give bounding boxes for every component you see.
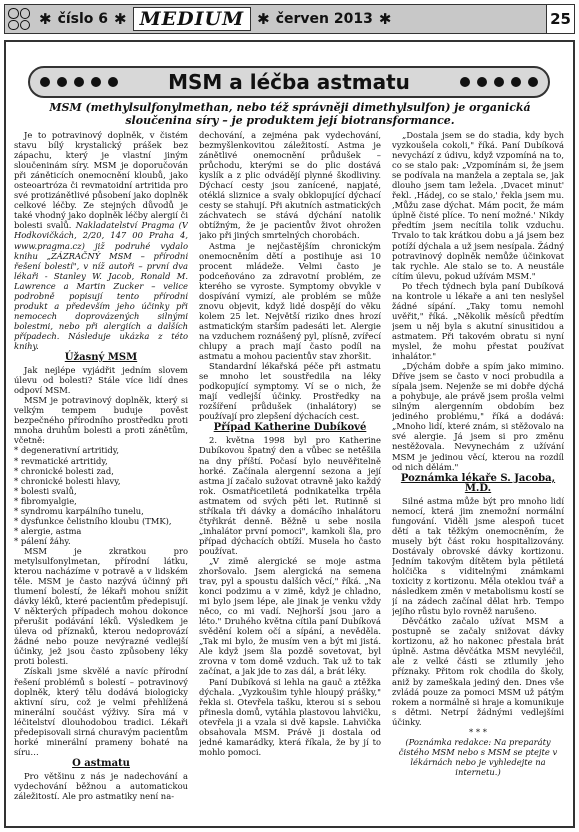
column-3 bbox=[392, 130, 564, 824]
list-item: * chronické bolesti zad, bbox=[14, 465, 114, 476]
paragraph: Silné astma může být pro mnoho lidí nemocí, která jim znemožní normální fungování. Viděli jsme alespoň tucet dětí a tak těžkým onemocněním, že musely být část roku hospitalizovány. Dostávaly obrovské dávky kortizonu. Jedním takovým dítětem byla pětiletá holčička s viditelnými známkami toxicity z kortizonu. Měla oteklou tvář a následkem změn v metabolismu kostí se jí na zádech začínal dělat hrb. Tempo jejího růstu bylo rovněž narušeno. bbox=[392, 495, 564, 617]
star-icon: ✱ bbox=[114, 10, 127, 28]
issue-date: červen 2013 bbox=[275, 11, 373, 27]
decorative-dots bbox=[460, 77, 538, 87]
list-item: * fibromyalgie, bbox=[14, 495, 77, 506]
list-item: * alergie, astma bbox=[14, 525, 82, 536]
paragraph: MSM je potravinový doplněk, který si velkým tempem buduje pověst bezpečného přírodního prostředku proti mnoha druhům bolesti a proti zánětům, včetně: bbox=[14, 395, 188, 446]
section-separator: * * * bbox=[469, 726, 487, 737]
paragraph: 2. května 1998 byl pro Katherine Dubíkovou špatný den a vůbec se netěšila na dny příští. Počasí bylo neuvěřitelně horké. Začínala alergenní sezona a její astma jí začalo sužovat otravně jako každý rok. Osmatřicetiletá podnikatelka trpěla astmatem od svých pěti let. Rutinně si stříkala tři dávky a domácího inhalátoru čtyřikrát denně. Běžně u sebe nosila „inhalátor první pomoci", kamkoli šla, pro případ dýchacích obtíží. Musela ho často používat. bbox=[199, 435, 381, 556]
paragraph: Pro většinu z nás je nadechování a vydechování běžnou a automatickou záležitostí. Ale pro astmatiky není na- bbox=[14, 770, 188, 802]
decorative-dots bbox=[40, 77, 118, 87]
paragraph: dechování, a zejména pak vydechování, bezmyšlenkovitou záležitostí. Astma je zánětlivé onemocnění průdušek – průchodu, kterými se do plic dostává kyslík a z plic odvádějí plynné škodliviny. Dýchací cesty jsou zanícené, napjaté, otéklá sliznice a svaly obklopující dýchací cesty se stahují. Při akutních astmatických záchvatech se stává dýchání natolik obtížným, že je pacientův život ohrožen jako při jiných smrtelných chorobách. bbox=[199, 130, 381, 241]
paragraph: Standardní lékařská péče při astmatu se mnoho let soustředila na léky podkopující symptomy. Ví se o nich, že mají vedlejší účinky. Prostředky na rozšíření průdušek (inhalátory) se používají pro zlepšení dýchacích cest. bbox=[199, 361, 381, 422]
paragraph: Astma je nejčastějším chronickým onemocněním dětí a postihuje asi 10 procent mládeže. Velmi často je podceňováno za zdravotní problém, ze kterého se vyroste. Symptomy obvykle v dospívání vymizí, ale problém se může znovu objevit, když lidé dospějí do věku kolem 25 let. Největší riziko dnes hrozí astmatickým starším padesáti let. Alergie na vzduchem roznášený pyl, plísně, zvířecí chlupy a prach mají často podíl na astmatu a mohou pacientův stav zhoršit. bbox=[199, 240, 381, 362]
article-title-banner bbox=[28, 66, 550, 98]
list-item: * bolesti svalů, bbox=[14, 485, 77, 496]
section-heading: Případ Katherine Dubíkové bbox=[213, 422, 367, 434]
column-2 bbox=[199, 130, 381, 824]
paragraph: Paní Dubíková si lehla na gauč a ztěžka dýchala. „Vyzkoušim tyhle hloupý prášky," řekla si. Otevřela tašku, kterou si s sebou přinesla domů, vytáhla plastovou lahvičku, otevřela ji a vzala si dvě kapsle. Lahvička obsahovala MSM. Právě ji dostala od jedné kamarádky, která říkala, že by jí to mohlo pomoci. bbox=[199, 676, 381, 757]
logo-icon bbox=[5, 5, 33, 33]
list-item: * chronické bolesti hlavy, bbox=[14, 475, 121, 486]
editor-note: (Poznámka redakce: Na preparáty čistého MSM nebo s MSM se ptejte v lékárnách nebo je vyhledejte na internetu.) bbox=[398, 736, 558, 777]
section-heading: Úžasný MSM bbox=[64, 352, 138, 364]
column-1 bbox=[14, 130, 188, 824]
star-icon: ✱ bbox=[378, 10, 392, 28]
star-icon: ✱ bbox=[39, 10, 52, 28]
page-number: 25 bbox=[546, 5, 574, 33]
list-item: * syndromu karpálního tunelu, bbox=[14, 505, 144, 516]
list-item: * pálení žáhy. bbox=[14, 535, 71, 546]
list-item: * degenerativní artritidy, bbox=[14, 445, 120, 456]
magazine-name: MEDIUM bbox=[133, 7, 251, 31]
paragraph: „Dostala jsem se do stadia, kdy bych vyzkoušela cokoli," říká. Paní Dubíková nevychází z údivu, když vzpomíná na to, co se stalo pak: „Vzpomínám si, že jsem se podívala na manžela a zeptala se, jak dlouho jsem tam ležela. ‚Dvacet minut' řekl. ‚Hádej, co se stalo,' řekla jsem mu. ‚Můžu zase dýchat. Mám pocit, že mám úplně čisté plíce. To není možné.' Nikdy předtím jsem necítila tolik vzduchu. Trvalo to tak krátkou dobu a já jsem bez potíží dýchala a už jsem nesípala. Žádný potravinový doplněk nemůže účinkovat tak rychle. Ale stalo se to. A neustále cítím úlevu, pokud užívám MSM." bbox=[392, 130, 564, 281]
star-icon: ✱ bbox=[257, 10, 270, 28]
paragraph: Jak nejlépe vyjádřit jedním slovem úlevu od bolesti? Stále více lidí dnes odpoví MSM. bbox=[14, 365, 188, 396]
section-heading: O astmatu bbox=[72, 757, 130, 769]
paragraph: „V zimě alergické se moje astma zhoršovalo. Jsem alergická na semena trav, pyl a spoustu dalších věcí," říká. „Na konci podzimu a v zimě, když je chladno, mi bylo jsem lépe, ale jinak je venku vždy něco, co mi vadí. Nejhorší jsou jaro a léto." Druhého května cítila paní Dubíková svědění kolem očí a sípání, a nevěděla. „Tak mi bylo, že musím ven a být mi jistá. Ale když jsem šla pozdě sovetovat, byl zrovna v tom domě vzduch. Tak už to tak začínat, a jak jde to zas dál, a brát léky. bbox=[199, 555, 381, 677]
article-title: MSM a léčba astmatu bbox=[168, 70, 410, 94]
paragraph: Je to potravinový doplněk, v čistém stavu bílý krystalický prášek bez zápachu, který je vlastní jiným sloučeninám síry. MSM je doporučován při záněticích onemocnění kloubů, jako osteoartróza či revmatoidní artritida pro své protizánětlivé působení jako doplněk celkové léčby. Ze stejných důvodů je také vhodný jako doplněk léčby alergií či bolesti svalů. Nakladatelství Pragma (V Hodkovičkách, 2/20, 147 00 Praha 4, www.pragma.cz) již podruhé vydalo knihu „ZÁZRAČNÝ MSM – přírodní řešení bolestí", v níž autoři – první dva lékaři - Stanley W. Jacob, Ronald M. Lawrence a Martin Zucker – velice podrobně popisují tento přírodní produkt a především jeho účinky při nemocech doprovázených silnými bolestmi, nebo při alergiích a dalších případech. Následuje ukázka z této knihy. bbox=[14, 130, 188, 351]
page-header bbox=[4, 4, 575, 34]
list-item: * revmatické artritidy, bbox=[14, 455, 108, 466]
section-heading: Poznámka lékaře S. Jacoba, M.D. bbox=[400, 472, 556, 494]
paragraph: Děvčátko začalo užívat MSM a postupně se začaly snižovat dávky kortizonu, až ho nakonec přestala brát úplně. Astma děvčátka MSM nevyléčil, ale z velké části se ztlumily jeho příznaky. Přitom rok chodila do školy, aniž by zameškala jediný den. Dnes vše zvládá pouze za pomoci MSM už pátým rokem a normálně si hraje a komunikuje s dětmi. Netrpí žádnými vedlejšími účinky. bbox=[392, 616, 564, 727]
list-item: * dysfunkce čelistního kloubu (TMK), bbox=[14, 515, 172, 526]
issue-number: číslo 6 bbox=[57, 11, 109, 27]
paragraph: Získali jsme skvělé a navíc přírodní řešení problémů s bolestí – potravinový doplněk, který tělu dodává biologicky aktivní síru, což je velmi přehlížená minerální součást výživy. Síra má v léčitelství dlouhodobou tradici. Lékaři předepisovali sirná churavým pacientům horké minerální prameny bohaté na síru… bbox=[14, 666, 188, 757]
paragraph: Po třech týdnech byla paní Dubíková na kontrole u lékaře a ani ten neslyšel žádné sípání. „Taky tomu nemohl uvěřit," říká. „Několik měsíců předtím jsem u něj byla s akutní sinusitidou a astmatem. Při takovém obratu si nyní myslel, že mohu přestat používat inhalátor." bbox=[392, 280, 564, 362]
article-lead: MSM (methylsulfonylmethan, nebo též správněji dimethylsulfon) je organická sloučenina síry – je produktem její biotransformance. bbox=[49, 101, 531, 127]
paragraph: „Dýchám dobře a spím jako mimino. Dříve jsem se často v noci probudila a sípala jsem. Nejenže se mi dobře dýchá a pohybuje, ale právě jsem prošla velmi silným alergenním obdobím bez jediného problému," říká a dodává: „Mnoho lidí, které znám, si stěžovalo na své alergie. Já jsem si pro změnu nestěžovala. Nevynechám z užívání MSM je jedinou věcí, kterou na rozdíl od nich dělám." bbox=[392, 361, 564, 472]
paragraph: MSM je zkratkou pro metylsulfonylmetan, přírodní látku, kterou nacházíme v potravě a v lidském těle. MSM je často nazývá účinný při tlumení bolestí, že lékaři mohou snížit dávky léků, které pacientům předepisují. V některých případech mohou dokonce přerušit podávání léků. Výsledkem je úleva od příznaků, kterou nedoprovází žádné nebo pouze nevýrazné vedlejší účinky, jež jsou často způsobeny léky proti bolesti. bbox=[14, 545, 188, 667]
condition-list bbox=[14, 445, 188, 545]
